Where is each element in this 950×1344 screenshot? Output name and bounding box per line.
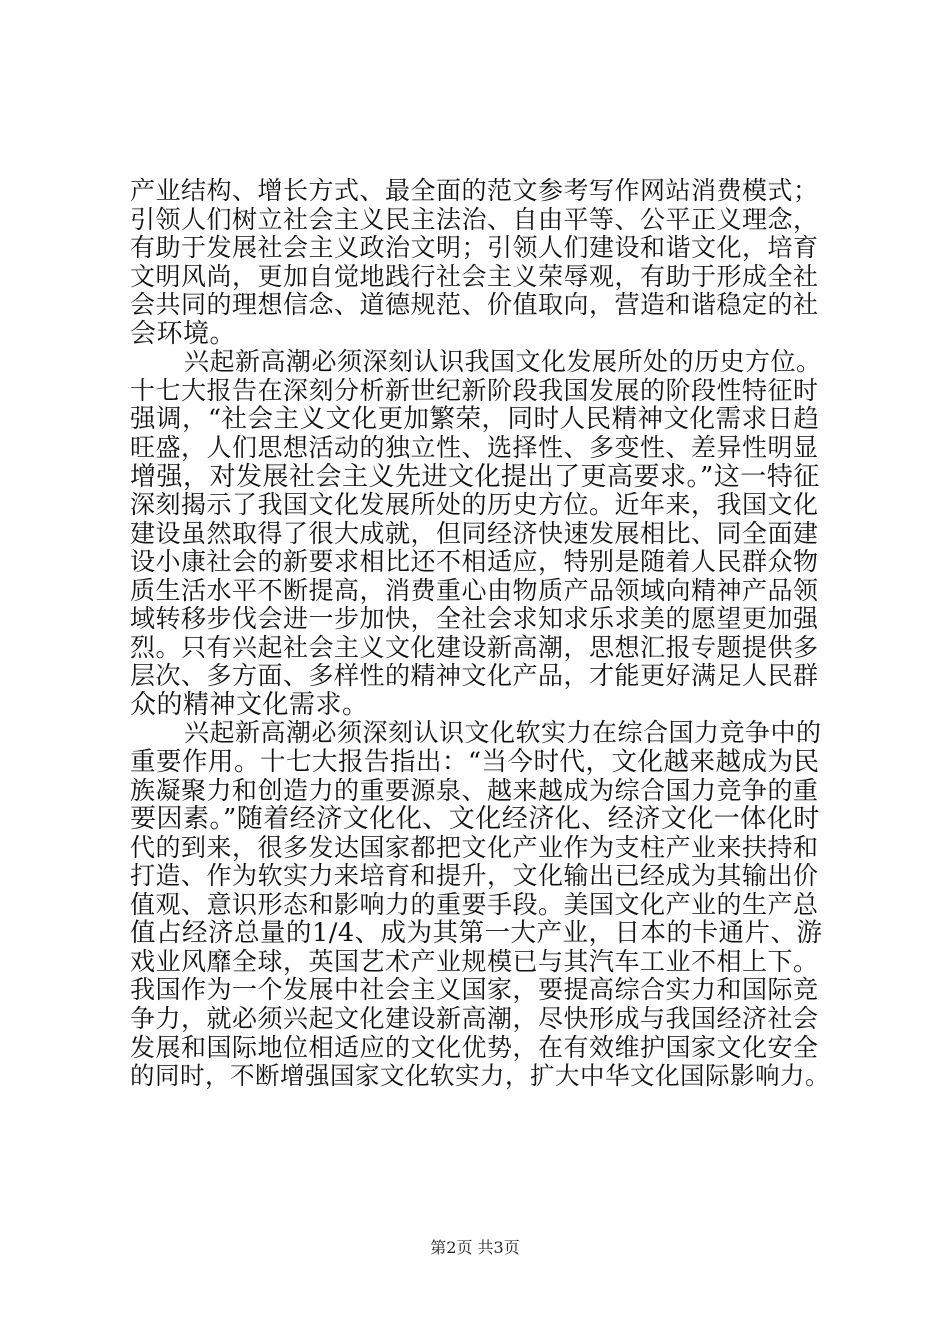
paragraph-2-line-3: 强调，“社会主义文化更加繁荣，同时人民精神文化需求日趋: [130, 404, 820, 435]
paragraph-3-line-8: 值占经济总量的1/4、成为其第一大产业，日本的卡通片、游: [130, 918, 823, 949]
paragraph-1-line-6: 会环境。: [130, 318, 237, 349]
paragraph-1-line-5: 会共同的理想信念、道德规范、价值取向，营造和谐稳定的社: [130, 290, 819, 320]
paragraph-2-line-4: 旺盛，人们思想活动的独立性、选择性、多变性、差异性明显: [130, 432, 819, 462]
paragraph-1-line-1: 产业结构、增长方式、最全面的范文参考写作网站消费模式；: [130, 176, 819, 205]
paragraph-2-line-9: 质生活水平不断提高，消费重心由物质产品领域向精神产品领: [130, 575, 819, 605]
paragraph-2-line-7: 建设虽然取得了很大成就，但同经济快速发展相比、同全面建: [130, 518, 819, 548]
paragraph-2-line-8: 设小康社会的新要求相比还不相适应，特别是随着人民群众物: [130, 547, 819, 577]
paragraph-3-line-3: 族凝聚力和创造力的重要源泉、越来越成为综合国力竞争的重: [130, 775, 819, 805]
paragraph-1-line-4: 文明风尚，更加自觉地践行社会主义荣辱观，有助于形成全社: [130, 261, 819, 291]
paragraph-3-line-9: 戏业风靡全球，英国艺术产业规模已与其汽车工业不相上下。: [130, 946, 819, 976]
paragraph-3-line-13: 的同时，不断增强国家文化软实力，扩大中华文化国际影响力。: [130, 1061, 830, 1091]
paragraph-2-line-1: 兴起新高潮必须深刻认识我国文化发展所处的历史方位。: [184, 347, 822, 377]
paragraph-3-line-11: 争力，就必须兴起文化建设新高潮，尽快形成与我国经济社会: [130, 1003, 819, 1033]
paragraph-3-line-2: 重要作用。十七大报告指出：“当今时代，文化越来越成为民: [130, 747, 820, 777]
paragraph-3-line-7: 值观、意识形态和影响力的重要手段。美国文化产业的生产总: [130, 889, 819, 919]
paragraph-2-line-13: 众的精神文化需求。: [130, 689, 369, 720]
paragraph-3-line-10: 我国作为一个发展中社会主义国家，要提高综合实力和国际竞: [130, 975, 819, 1005]
paragraph-1-line-3: 有助于发展社会主义政治文明；引领人们建设和谐文化，培育: [130, 233, 819, 263]
paragraph-2-line-2: 十七大报告在深刻分析新世纪新阶段我国发展的阶段性特征时: [130, 375, 819, 405]
paragraph-3-line-4: 要因素。”随着经济文化化、文化经济化、经济文化一体化时: [130, 804, 820, 835]
paragraph-3-line-12: 发展和国际地位相适应的文化优势，在有效维护国家文化安全: [130, 1032, 819, 1062]
paragraph-2-line-10: 域转移步伐会进一步加快，全社会求知求乐求美的愿望更加强: [130, 604, 819, 634]
paragraph-3-line-1: 兴起新高潮必须深刻认识文化软实力在综合国力竞争中的: [184, 718, 822, 748]
paragraph-2-line-11: 烈。只有兴起社会主义文化建设新高潮，思想汇报专题提供多: [130, 632, 819, 662]
paragraph-1-line-2: 引领人们树立社会主义民主法治、自由平等、公平正义理念，: [130, 204, 819, 234]
paragraph-2-line-6: 深刻揭示了我国文化发展所处的历史方位。近年来，我国文化: [130, 490, 819, 520]
paragraph-3-line-5: 代的到来，很多发达国家都把文化产业作为支柱产业来扶持和: [130, 832, 819, 862]
paragraph-2-line-12: 层次、多方面、多样性的精神文化产品，才能更好满足人民群: [130, 661, 819, 691]
paragraph-2-line-5: 增强，对发展社会主义先进文化提出了更高要求。”这一特征: [130, 461, 820, 492]
paragraph-3-line-6: 打造、作为软实力来培育和提升，文化输出已经成为其输出价: [130, 861, 819, 891]
page-number-footer: 第2页 共3页: [430, 1238, 520, 1257]
